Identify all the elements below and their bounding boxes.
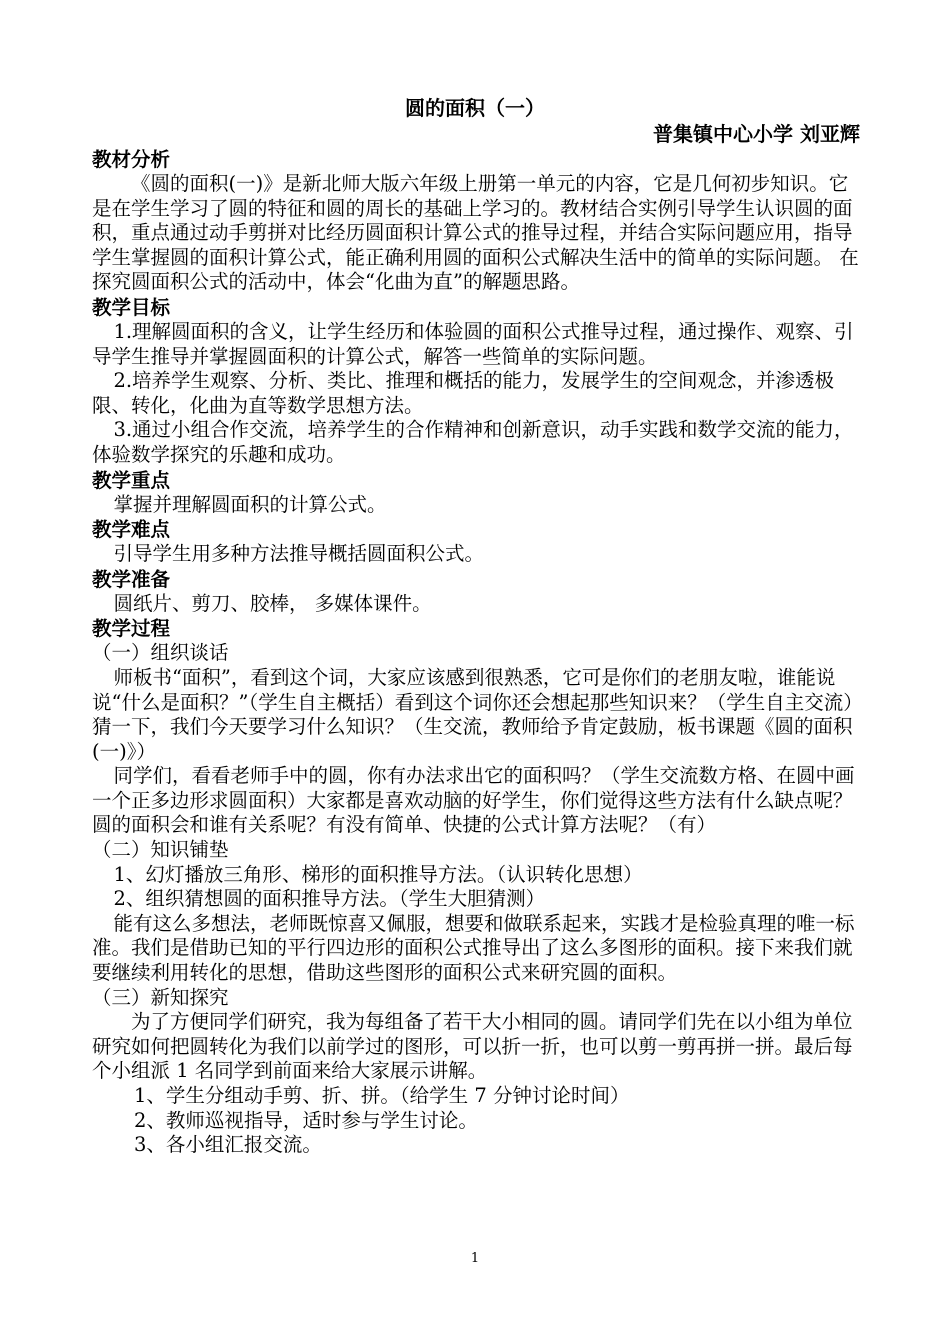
document-body (92, 147, 860, 1158)
process-part3-step-3: 3、各小组汇报交流。 (134, 1133, 322, 1157)
process-part2-item-1: 1、幻灯播放三角形、梯形的面积推导方法。（认识转化思想） (113, 862, 643, 886)
process-part3-step-1: 1、学生分组动手剪、折、拼。（给学生 7 分钟讨论时间） (134, 1084, 630, 1107)
process-part2-paragraph: 能有这么多想法，老师既惊喜又佩服，想要和做联系起来，实践才是检验真理的唯一标准。我们是借助已知的平行四边形的面积公式推导出了这么多图形的面积。接下来我们就要继续利用转化的思想，借助这些图形的面积公式来研究圆的面积。 (92, 911, 855, 985)
heading-preparation: 教学准备 (92, 567, 171, 591)
process-part2-title: （二）知识铺垫 (92, 838, 229, 862)
preparation-text: 圆纸片、剪刀、胶棒， 多媒体课件。 (113, 591, 432, 615)
analysis-paragraph: 《圆的面积(一)》是新北师大版六年级上册第一单元的内容，它是几何初步知识。它是在学生学习了圆的特征和圆的周长的基础上学习的。教材结合实例引导学生认识圆的面积，重点通过动手剪拼对比经历圆面积计算公式的推导过程，并结合实际问题应用，指导学生掌握圆的面积计算公式，能正确利用圆的面积公式解决生活中的简单的实际问题。 在探究圆面积公式的活动中，体会“化曲为直”的解题思路。 (92, 172, 859, 294)
key-point-text: 掌握并理解圆面积的计算公式。 (113, 492, 387, 516)
difficulty-text: 引导学生用多种方法推导概括圆面积公式。 (113, 542, 484, 566)
goal-item-1: 1.理解圆面积的含义，让学生经历和体验圆的面积公式推导过程，通过操作、观察、引导学生推导并掌握圆面积的计算公式，解答一些简单的实际问题。 (92, 319, 854, 368)
goal-item-2: 2.培养学生观察、分析、类比、推理和概括的能力，发展学生的空间观念，并渗透极限、转化，化曲为直等数学思想方法。 (92, 369, 835, 417)
heading-key-point: 教学重点 (92, 468, 171, 492)
process-part1-paragraph-1: 师板书“面积”，看到这个词，大家应该感到很熟悉，它可是你们的老朋友啦，谁能说说“什么是面积？”（学生自主概括）看到这个词你还会想起那些知识来？（学生自主交流）猜一下，我们今天要学习什么知识？（生交流，教师给予肯定鼓励，板书课题《圆的面积(一)》） (92, 665, 853, 763)
goal-item-3: 3.通过小组合作交流，培养学生的合作精神和创新意识，动手实践和数学交流的能力，体验数学探究的乐趣和成功。 (92, 418, 854, 466)
page-number: 1 (470, 1251, 480, 1266)
process-part3-paragraph: 为了方便同学们研究，我为每组备了若干大小相同的圆。请同学们先在以小组为单位研究如何把圆转化为我们以前学过的图形，可以折一折，也可以剪一剪再拼一拼。最后每个小组派 1 名同学到前面来给大家展示讲解。 (92, 1010, 853, 1083)
heading-goals: 教学目标 (92, 295, 171, 319)
page-title: 圆的面积（一） (405, 96, 545, 120)
heading-process: 教学过程 (92, 617, 171, 641)
process-part3-step-2: 2、教师巡视指导，适时参与学生讨论。 (134, 1108, 478, 1132)
heading-difficulty: 教学难点 (92, 518, 171, 542)
process-part1-title: （一）组织谈话 (92, 641, 229, 665)
author-line: 普集镇中心小学 刘亚辉 (653, 122, 860, 146)
process-part3-title: （三）新知探究 (92, 985, 229, 1009)
process-part2-item-2: 2、组织猜想圆的面积推导方法。（学生大胆猜测） (113, 887, 546, 911)
heading-analysis: 教材分析 (92, 148, 171, 171)
process-part1-paragraph-2: 同学们，看看老师手中的圆，你有办法求出它的面积吗？（学生交流数方格、在圆中画一个正多边形求圆面积）大家都是喜欢动脑的好学生，你们觉得这些方法有什么缺点呢？圆的面积会和谁有关系呢？有没有简单、快捷的公式计算方法呢？（有） (92, 764, 855, 837)
